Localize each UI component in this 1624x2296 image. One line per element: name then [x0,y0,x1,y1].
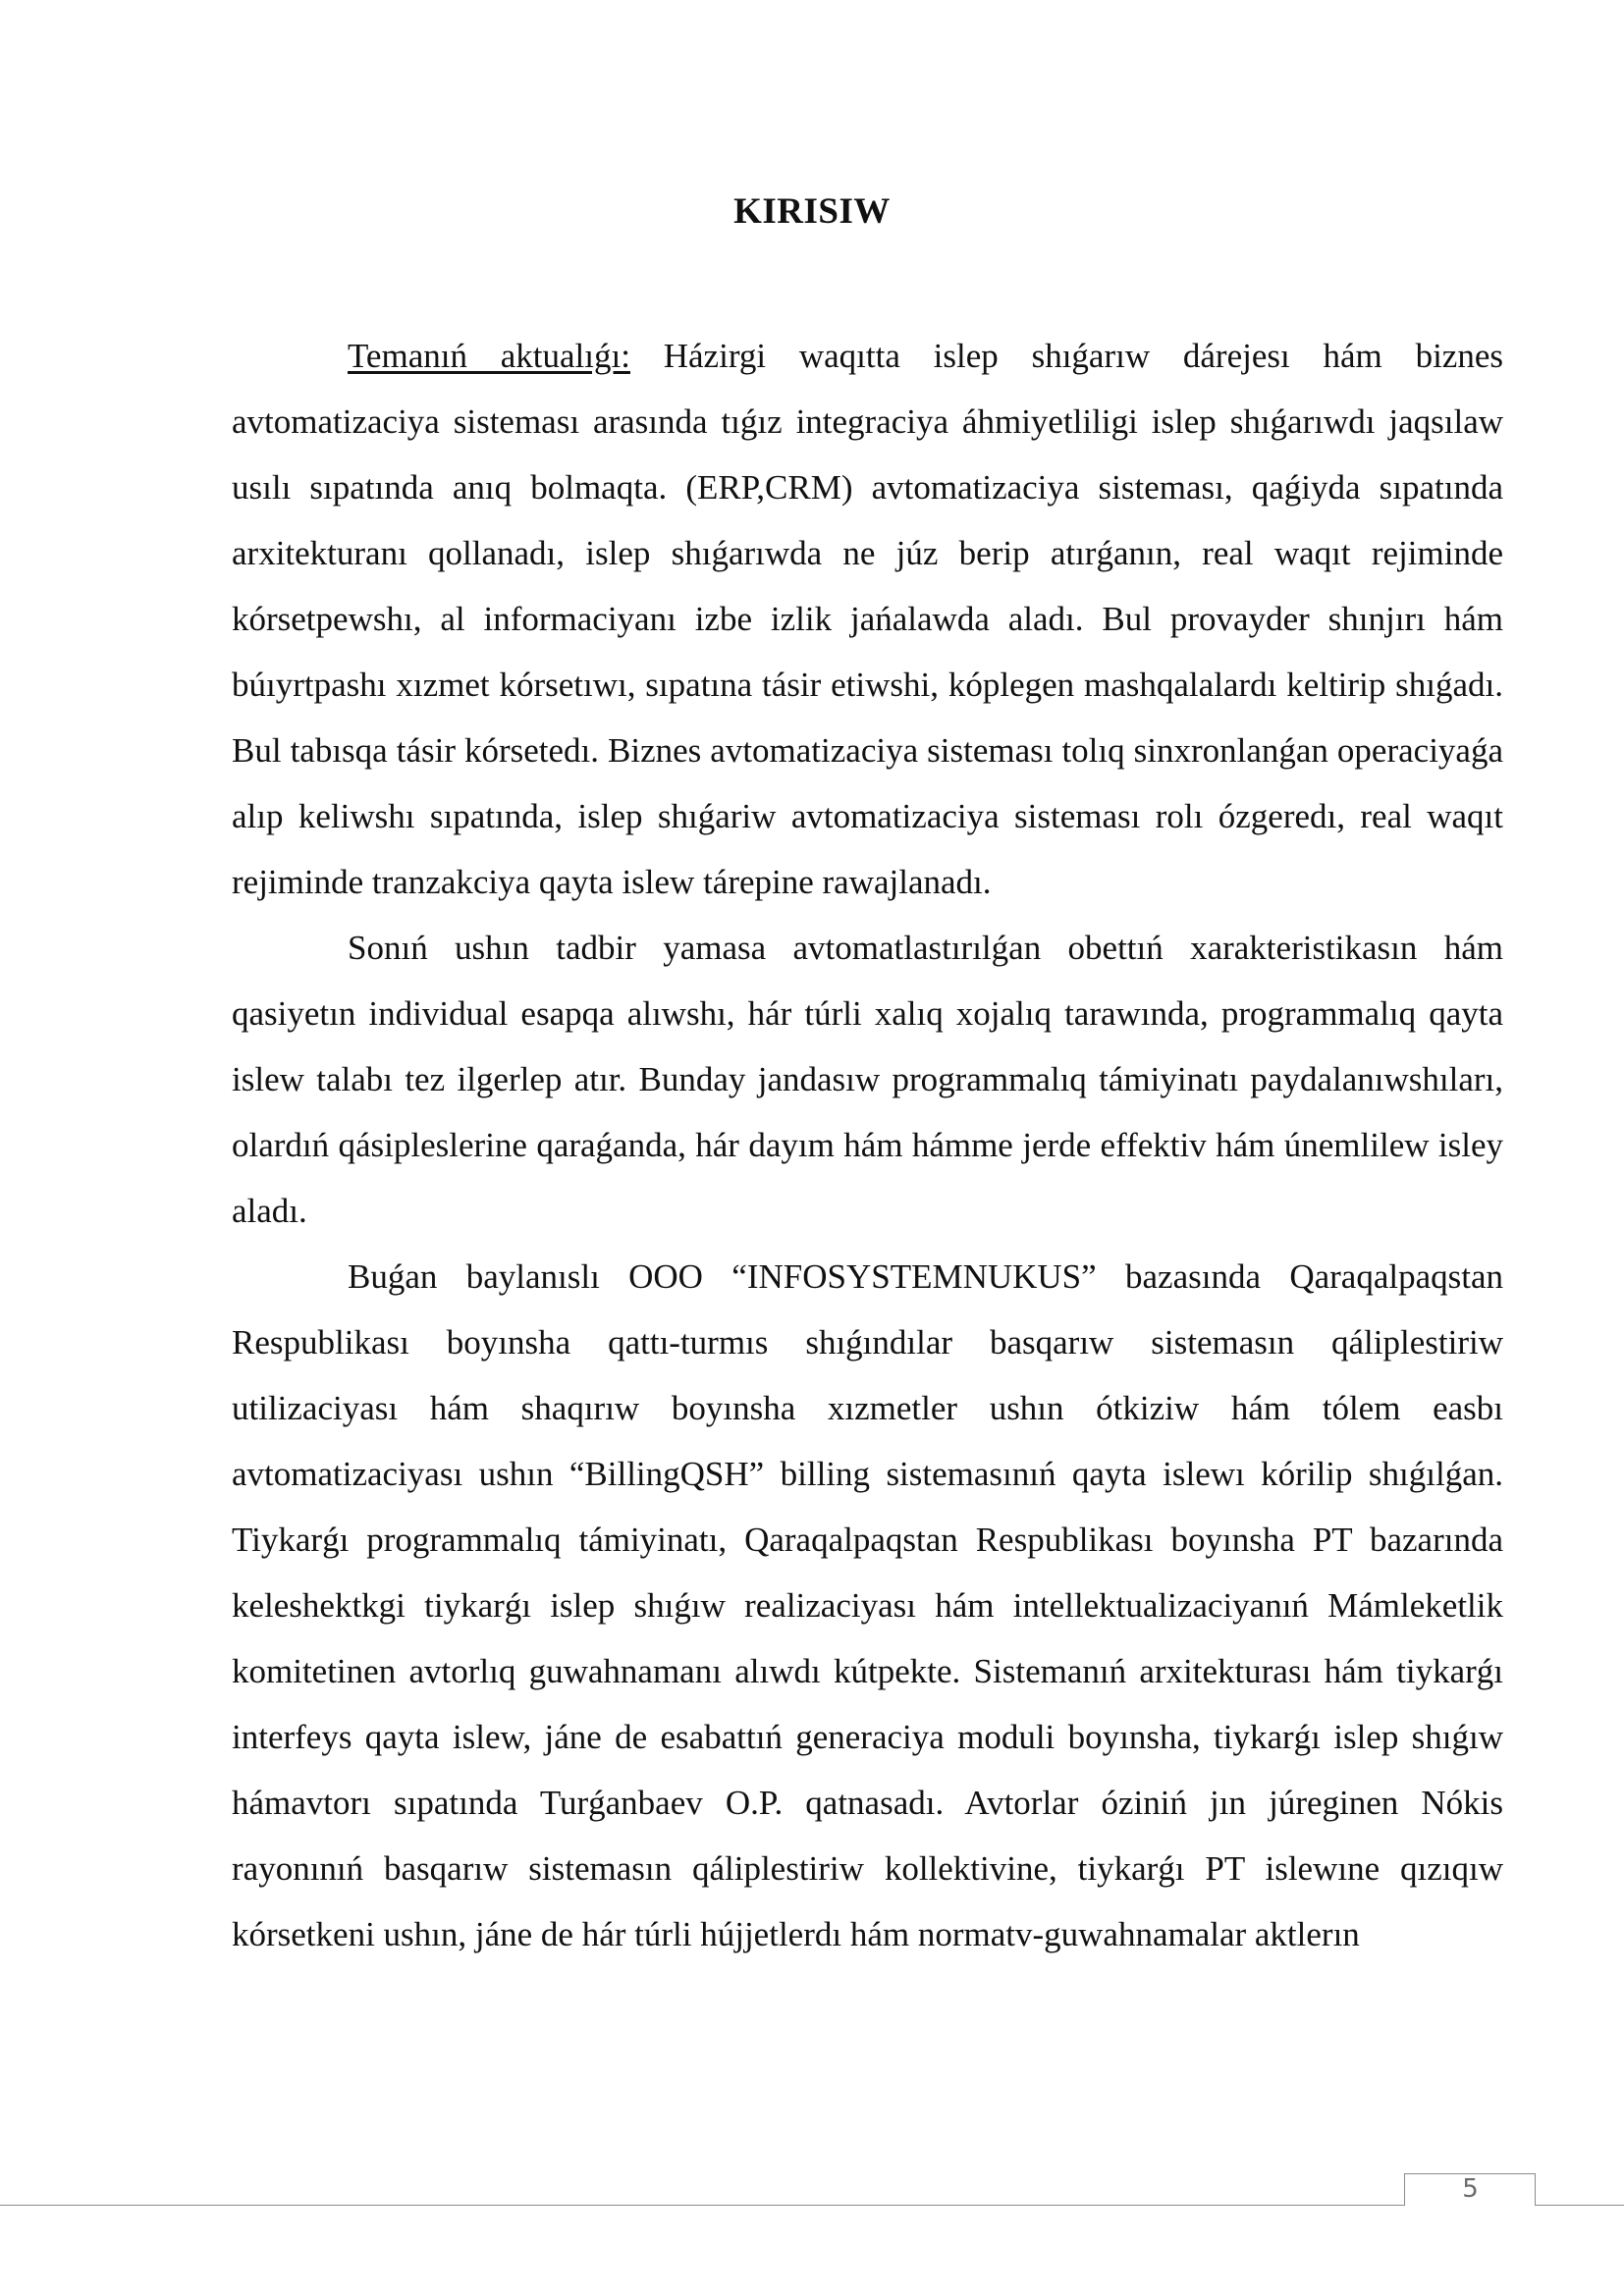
footer-divider-left [0,2205,1404,2206]
paragraph-billing-system: Buǵan baylanıslı OOO “INFOSYSTEMNUKUS” bazasında Qaraqalpaqstan Respublikası boyınsha qattı-turmıs shıǵındılar basqarıw sistemasın qáliplestiriw utilizaciyası hám shaqırıw boyınsha xızmetler ushın ótkiziw hám tólem easbı avtomatizaciyası ushın “BillingQSH” billing sistemasınıń qayta islewı kórilip shıǵılǵan. Tiykarǵı programmalıq támiyinatı, Qaraqalpaqstan Respublikası boyınsha PT bazarında keleshektkgi tiykarǵı islep shıǵıw realizaciyası hám intellektualizaciyanıń Mámleketlik komitetinen avtorlıq guwahnamanı alıwdı kútpekte. Sistemanıń arxitekturası hám tiykarǵı interfeys qayta islew, jáne de esabattıń generaciya moduli boyınsha, tiykarǵı islep shıǵıw hámavtorı sıpatında Turǵanbaev O.P. qatnasadı. Avtorlar óziniń jın júreginen Nókis rayonınıń basqarıw sistemasın qáliplestiriw kollektivine, tiykarǵı PT islewıne qızıqıw kórsetkeni ushın, jáne de hár túrli hújjetlerdı hám normatv-guwahnamalar aktlerın [232,1257,1503,1953]
footer-divider-right [1535,2205,1624,2206]
paragraph-relevance [232,323,1503,915]
topic-relevance-label: Temanıń aktualıǵı: [348,337,630,375]
page-heading: KIRISIW [733,191,891,232]
page-number: 5 [1462,2174,1479,2204]
document-body [232,323,1503,1967]
paragraph-relevance-text: Házirgi waqıtta islep shıǵarıw dárejesı hám biznes avtomatizaciya sisteması arasında tıǵız integraciya áhmiyetliligi islep shıǵarıwdı jaqsılaw usılı sıpatında anıq bolmaqta. (ERP,CRM) avtomatizaciya sisteması, qaǵiyda sıpatında arxitekturanı qollanadı, islep shıǵarıwda ne júz berip atırǵanın, real waqıt rejiminde kórsetpewshı, al informaciyanı izbe izlik jańalawda aladı. Bul provayder shınjırı hám búıyrtpashı xızmet kórsetıwı, sıpatına tásir etiwshi, kóplegen mashqalalardı keltirip shıǵadı. Bul tabısqa tásir kórsetedı. Biznes avtomatizaciya sisteması tolıq sinxronlanǵan operaciyaǵa alıp keliwshı sıpatında, islep shıǵariw avtomatizaciya sisteması rolı ózgeredı, real waqıt rejiminde tranzakciya qayta islew tárepine rawajlanadı. [232,337,1503,901]
paragraph-software-demand: Sonıń ushın tadbir yamasa avtomatlastırılǵan obettıń xarakteristikasın hám qasiyetın individual esapqa alıwshı, hár túrli xalıq xojalıq tarawında, programmalıq qayta islew talabı tez ilgerlep atır. Bunday jandasıw programmalıq támiyinatı paydalanıwshıları, olardıń qásipleslerine qaraǵanda, hár dayım hám hámme jerde effektiv hám únemlilew isley aladı. [232,929,1503,1230]
